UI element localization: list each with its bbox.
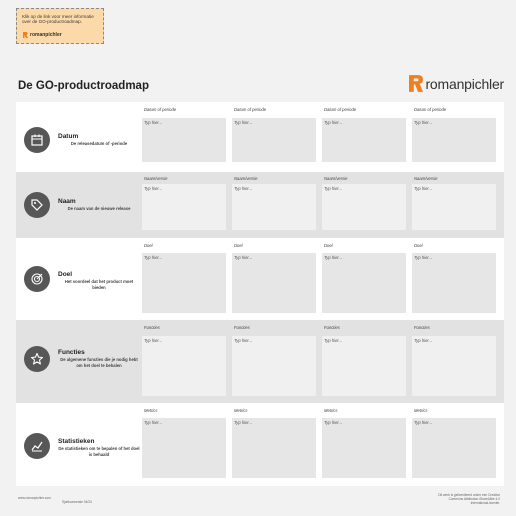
row-header xyxy=(22,238,140,320)
placeholder-text: Typ hier... xyxy=(414,186,433,191)
placeholder-text: Typ hier... xyxy=(414,255,433,260)
romanpichler-logo-icon xyxy=(409,75,423,92)
chart-icon xyxy=(24,433,50,459)
row-naam xyxy=(16,172,504,238)
column-label: Datum of periode xyxy=(144,107,177,112)
column-label: Doel xyxy=(144,243,153,248)
column-label: Metrics xyxy=(234,408,248,413)
column-label: Datum of periode xyxy=(414,107,447,112)
row-description: Het voordeel dat het product moet bieden xyxy=(64,279,134,290)
placeholder-text: Typ hier... xyxy=(324,338,343,343)
text-field[interactable] xyxy=(412,184,496,230)
placeholder-text: Typ hier... xyxy=(234,186,253,191)
placeholder-text: Typ hier... xyxy=(324,255,343,260)
star-icon xyxy=(24,346,50,372)
text-field[interactable] xyxy=(142,418,226,478)
placeholder-text: Typ hier... xyxy=(414,420,433,425)
text-field[interactable] xyxy=(322,184,406,230)
text-field[interactable] xyxy=(142,118,226,162)
text-field[interactable] xyxy=(232,118,316,162)
text-field[interactable] xyxy=(412,336,496,396)
target-icon xyxy=(24,266,50,292)
footer-license: Dit werk is gelicentieerd onder een Creative Commons Attribution-ShareAlike 4.0 International-licentie. xyxy=(438,493,500,505)
placeholder-text: Typ hier... xyxy=(324,120,343,125)
placeholder-text: Typ hier... xyxy=(144,255,163,260)
row-description: De statistieken om te bepalen of het doel is behaald xyxy=(58,446,140,457)
column-label: Naam/versie xyxy=(414,176,438,181)
page-title: De GO-productroadmap xyxy=(18,80,149,92)
calendar-icon xyxy=(24,127,50,153)
row-header xyxy=(22,172,140,238)
row-statistieken xyxy=(16,403,504,486)
column-label: Functies xyxy=(414,325,430,330)
column-label: Metrics xyxy=(324,408,338,413)
row-description: De releasedatum of -periode xyxy=(70,141,128,146)
column-label: Doel xyxy=(234,243,243,248)
text-field[interactable] xyxy=(142,336,226,396)
placeholder-text: Typ hier... xyxy=(324,420,343,425)
row-functies xyxy=(16,320,504,403)
row-title: Naam xyxy=(58,198,76,205)
column-label: Naam/versie xyxy=(234,176,258,181)
footer-website: www.romanpichler.com xyxy=(18,496,51,500)
placeholder-text: Typ hier... xyxy=(144,338,163,343)
text-field[interactable] xyxy=(232,336,316,396)
note-logo-text: romanpichler xyxy=(30,32,62,38)
placeholder-text: Typ hier... xyxy=(414,338,433,343)
column-label: Naam/versie xyxy=(324,176,348,181)
placeholder-text: Typ hier... xyxy=(144,120,163,125)
row-description: De algemene functies die je nodig hebt om het doel te behalen xyxy=(60,357,138,368)
info-note-text: Klik op de link voor meer informatie over de GO-productroadmap. xyxy=(22,14,94,25)
text-field[interactable] xyxy=(142,184,226,230)
row-title: Functies xyxy=(58,349,85,356)
info-sticky-note[interactable] xyxy=(16,8,104,44)
text-field[interactable] xyxy=(322,253,406,313)
tag-icon xyxy=(24,192,50,218)
placeholder-text: Typ hier... xyxy=(234,338,253,343)
column-label: Metrics xyxy=(144,408,158,413)
text-field[interactable] xyxy=(322,418,406,478)
text-field[interactable] xyxy=(232,253,316,313)
row-description: De naam van de nieuwe release xyxy=(67,206,131,211)
text-field[interactable] xyxy=(232,418,316,478)
column-label: Doel xyxy=(414,243,423,248)
footer-version: Sjabloonversie 04/24 xyxy=(62,500,92,504)
column-label: Doel xyxy=(324,243,333,248)
romanpichler-logo-icon xyxy=(23,32,28,38)
placeholder-text: Typ hier... xyxy=(234,420,253,425)
row-title: Doel xyxy=(58,271,73,278)
column-label: Functies xyxy=(234,325,250,330)
text-field[interactable] xyxy=(232,184,316,230)
column-label: Datum of periode xyxy=(324,107,357,112)
column-label: Naam/versie xyxy=(144,176,168,181)
row-header xyxy=(22,403,140,486)
text-field[interactable] xyxy=(412,418,496,478)
brand-name: romanpichler xyxy=(425,75,504,92)
row-datum xyxy=(16,102,504,170)
row-title: Statistieken xyxy=(58,438,95,445)
column-label: Functies xyxy=(144,325,160,330)
row-doel xyxy=(16,238,504,320)
row-header xyxy=(22,102,140,170)
placeholder-text: Typ hier... xyxy=(324,186,343,191)
placeholder-text: Typ hier... xyxy=(144,186,163,191)
text-field[interactable] xyxy=(412,118,496,162)
text-field[interactable] xyxy=(322,118,406,162)
placeholder-text: Typ hier... xyxy=(234,255,253,260)
text-field[interactable] xyxy=(142,253,226,313)
note-logo xyxy=(23,32,62,38)
column-label: Datum of periode xyxy=(234,107,267,112)
column-label: Metrics xyxy=(414,408,428,413)
text-field[interactable] xyxy=(322,336,406,396)
column-label: Functies xyxy=(324,325,340,330)
placeholder-text: Typ hier... xyxy=(144,420,163,425)
brand-logo xyxy=(409,75,504,92)
row-title: Datum xyxy=(58,133,79,140)
placeholder-text: Typ hier... xyxy=(414,120,433,125)
roadmap-board xyxy=(16,102,504,486)
row-header xyxy=(22,320,140,403)
text-field[interactable] xyxy=(412,253,496,313)
placeholder-text: Typ hier... xyxy=(234,120,253,125)
